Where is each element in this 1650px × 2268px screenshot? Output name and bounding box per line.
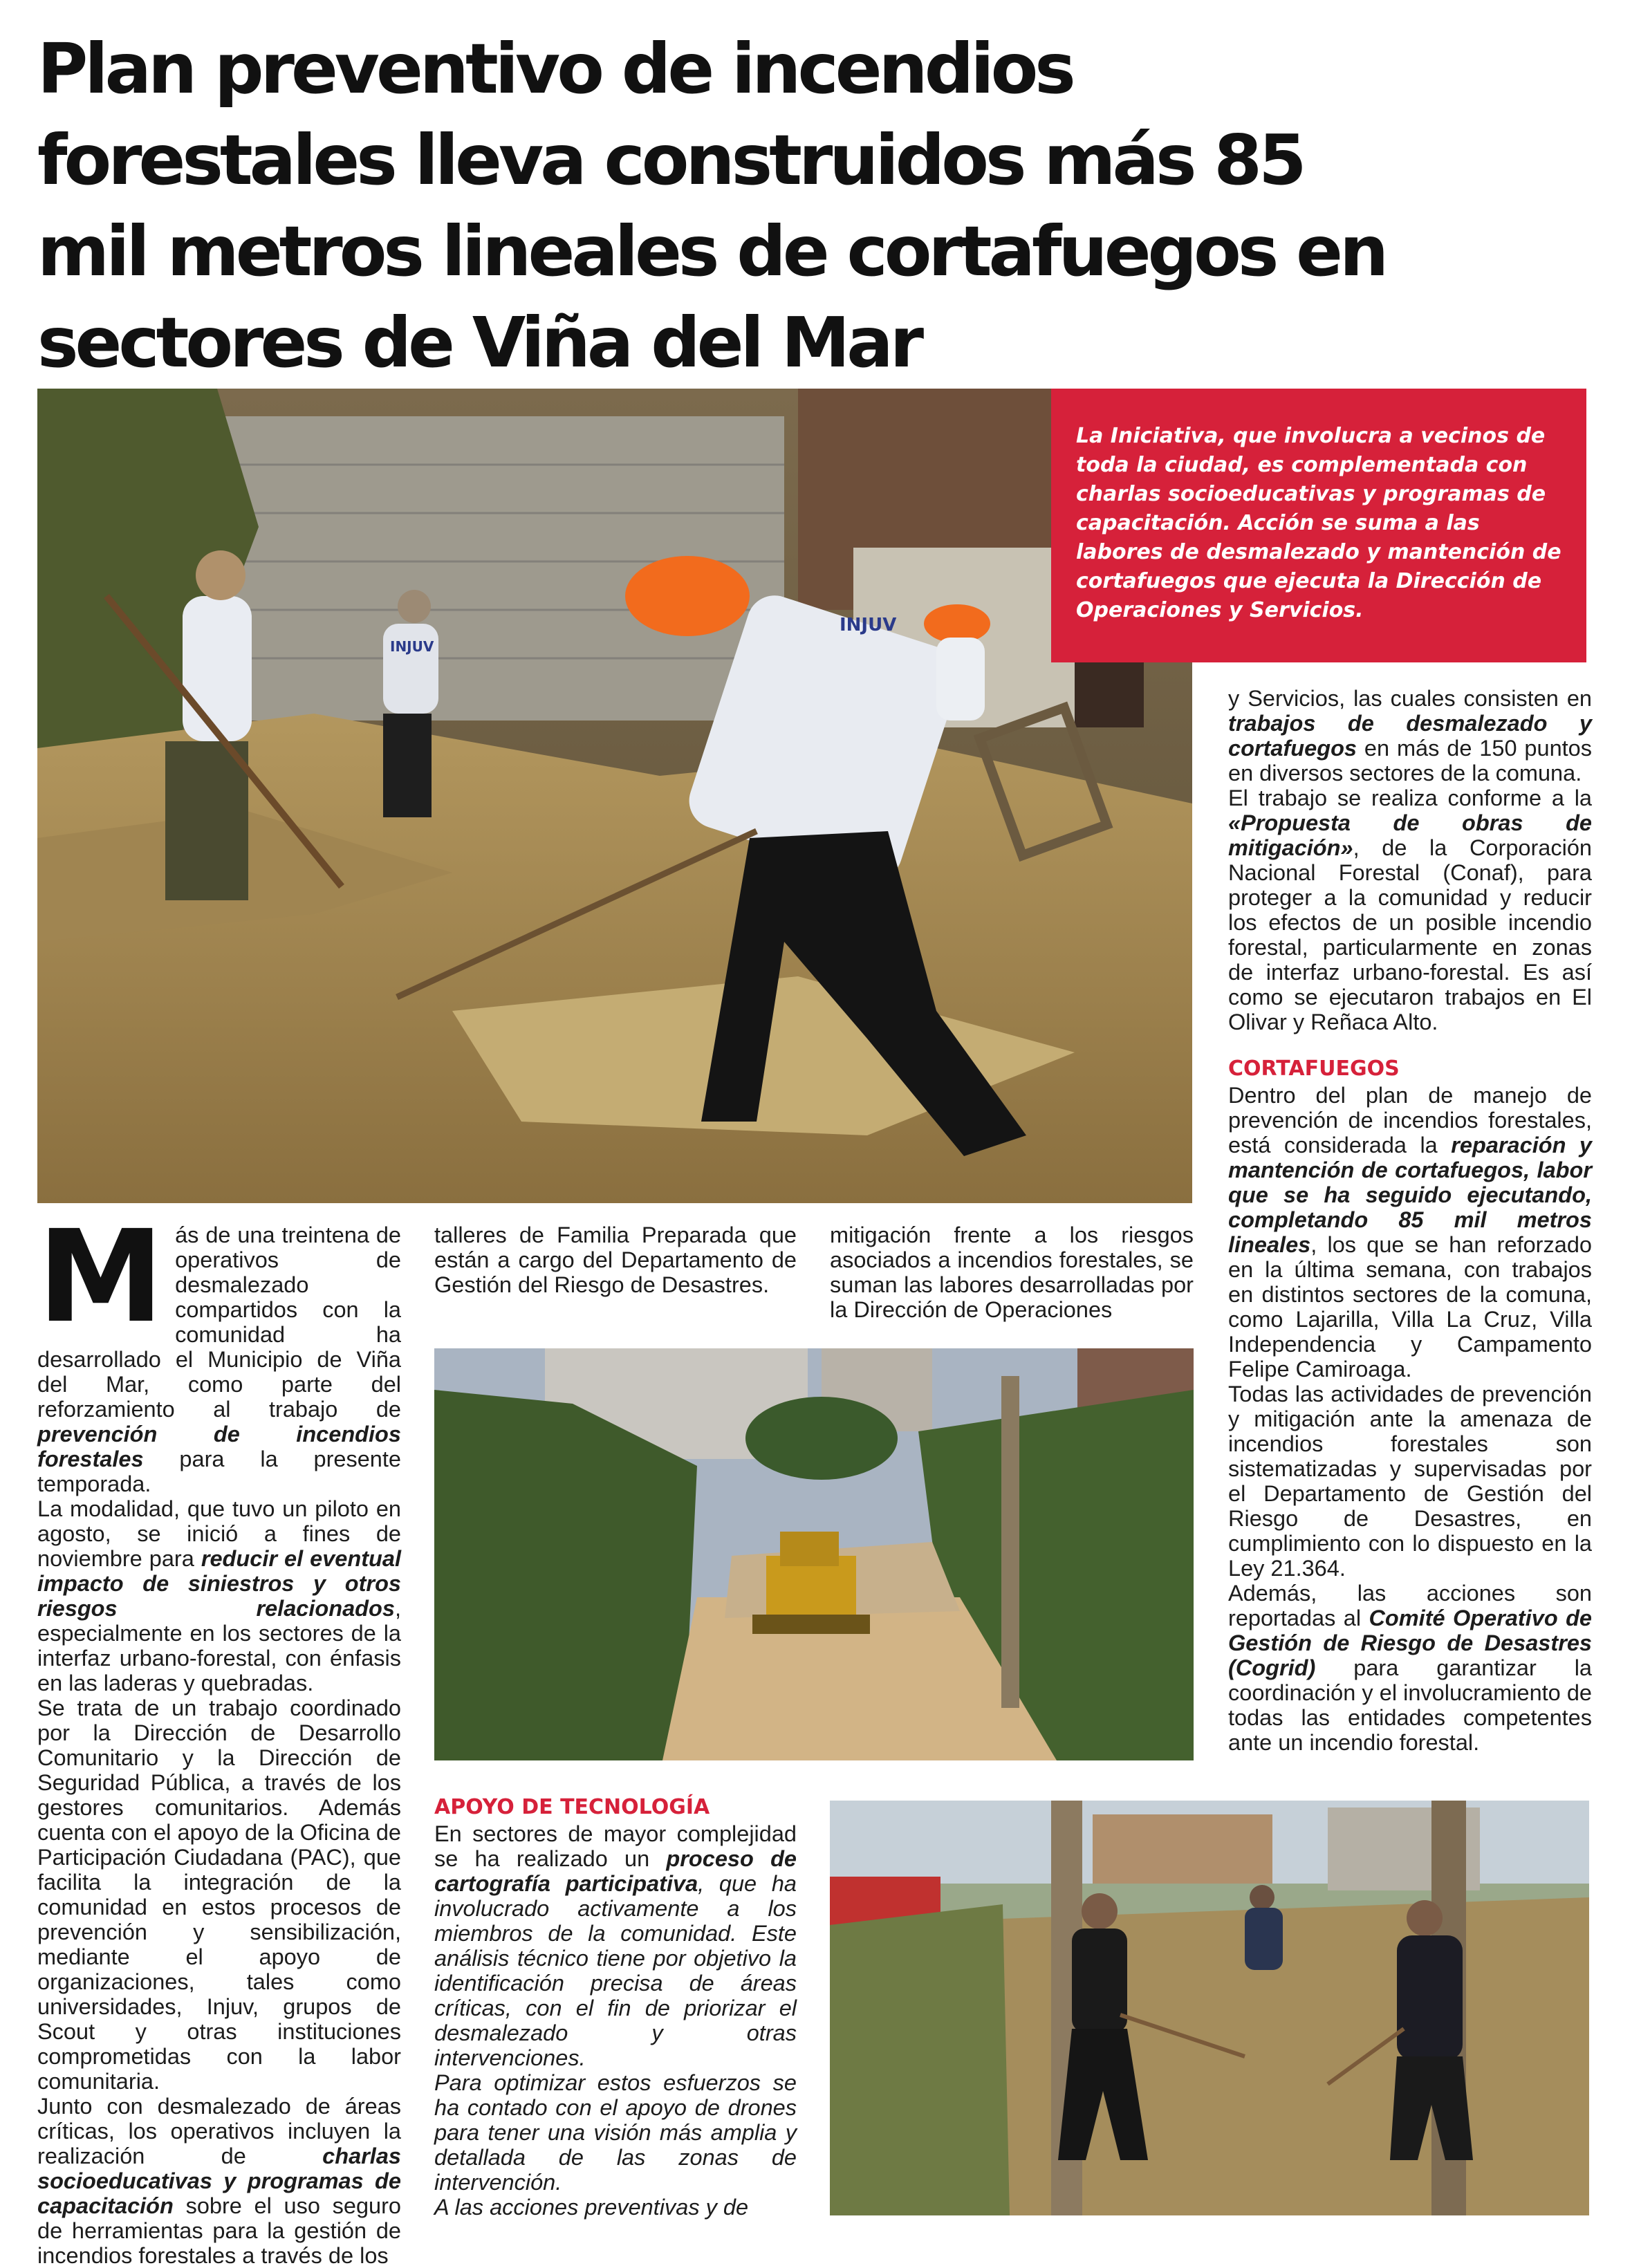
column-4-paragraph-1 — [1228, 686, 1592, 786]
vest-label-2: INJUV — [390, 638, 434, 655]
text-span: para la presente temporada. — [37, 1447, 401, 1496]
column-1-paragraph-1 — [37, 1203, 401, 1496]
column-2-bottom — [434, 1794, 797, 2220]
text-span: y Servicios, las cuales consisten en — [1228, 686, 1592, 711]
headline-line-3: mil metros lineales de cortafuegos en — [37, 211, 1386, 292]
text-span: , los que se han reforzado en la última semana, con trabajos en distintos sectores de la comuna, como Lajarilla, Villa La Cruz, Villa Independencia y Campamento Felipe Camiroaga. — [1228, 1232, 1592, 1382]
dropcap: M — [37, 1203, 165, 1351]
column-1 — [37, 1203, 401, 2268]
bold-span: reducir el eventual impacto de siniestros y otros riesgos relacionados — [37, 1546, 401, 1621]
vest-label: INJUV — [840, 615, 897, 635]
bold-span: reparación y mantención de cortafuegos, labor que se ha seguido ejecutando, completando 85 mil metros lineales — [1228, 1133, 1592, 1257]
column-3-top-text: mitigación frente a los riesgos asociados a incendios forestales, se suman las labores desarrolladas por la Dirección de Operaciones — [830, 1223, 1194, 1322]
column-2-top — [434, 1223, 797, 1297]
column-2-paragraph-1 — [434, 1821, 797, 2070]
column-1-paragraph-4 — [37, 2094, 401, 2268]
headline-line-1: Plan preventivo de incendios — [37, 28, 1073, 109]
column-1-paragraph-3: Se trata de un trabajo coordinado por la Dirección de Desarrollo Comunitario y la Dirección de Seguridad Pública, a través de los gestores comunitarios. Además cuenta con el apoyo de la Oficina de Participación Ciudadana (PAC), que facilita la integración de la comunidad en estos procesos de prevención y sensibilización, mediante el apoyo de organizaciones, tales como universidades, Injuv, grupos de Scout y otras instituciones comprometidas con la labor comunitaria. — [37, 1695, 401, 2094]
bulldozer-photo — [434, 1348, 1194, 1760]
bold-span: trabajos de desmalezado y cortafuegos — [1228, 711, 1592, 761]
bold-span: «Propuesta de obras de mitigación» — [1228, 810, 1592, 860]
column-4-paragraph-5 — [1228, 1581, 1592, 1755]
column-2-top-text: talleres de Familia Preparada que están a cargo del Departamento de Gestión del Riesgo de Desastres. — [434, 1223, 797, 1297]
text-span: Junto con desmalezado de áreas críticas, los operativos incluyen la realización de — [37, 2094, 401, 2168]
column-1-paragraph-2 — [37, 1496, 401, 1695]
text-span: El trabajo se realiza conforme a la — [1228, 786, 1592, 810]
subhead-cortafuegos: CORTAFUEGOS — [1228, 1057, 1400, 1081]
headline-line-2: forestales lleva construidos más 85 — [37, 120, 1304, 201]
headline — [37, 24, 1614, 389]
column-4-paragraph-2 — [1228, 786, 1592, 1034]
text-span: La modalidad, que tuvo un piloto en agosto, se inició a fines de noviembre para — [37, 1496, 401, 1571]
headline-line-4: sectores de Viña del Mar — [37, 302, 921, 383]
text-span: , especialmente en los sectores de la interfaz urbano-forestal, con énfasis en las laderas y quebradas. — [37, 1596, 401, 1695]
text-span: ás de una treintena de operativos de desmalezado compartidos con la comunidad ha desarrollado el Municipio de Viña del Mar, como parte del reforzamiento al trabajo de — [37, 1223, 401, 1422]
column-4-paragraph-3 — [1228, 1083, 1592, 1382]
bold-span: proceso de cartografía participativa — [434, 1846, 797, 1896]
bold-span: charlas socioeducativas y programas de capacitación — [37, 2144, 401, 2218]
subhead-apoyo-tecnologia: APOYO DE TECNOLOGÍA — [434, 1795, 710, 1819]
text-span: Además, las acciones son reportadas al — [1228, 1581, 1592, 1630]
column-3-top — [830, 1223, 1194, 1322]
text-span: En sectores de mayor complejidad se ha realizado un — [434, 1821, 797, 1871]
text-span: para garantizar la coordinación y el involucramiento de todas las entidades competentes ante un incendio forestal. — [1228, 1655, 1592, 1755]
text-span: en más de 150 puntos en diversos sectores de la comuna. — [1228, 736, 1592, 786]
community-photo — [830, 1801, 1589, 2215]
column-2-paragraph-3: A las acciones preventivas y de — [434, 2195, 749, 2220]
column-2-paragraph-2: Para optimizar estos esfuerzos se ha contado con el apoyo de drones para tener una visión más amplia y detallada de las zonas de intervención. — [434, 2070, 797, 2195]
bold-span: Comité Operativo de Gestión de Riesgo de Desastres (Cogrid) — [1228, 1606, 1593, 1680]
callout-box — [1051, 389, 1586, 662]
text-span: , que ha involucrado activamente a los miembros de la comunidad. Este análisis técnico tiene por objetivo la identificación precisa de áreas críticas, con el fin de priorizar el desmalezado y otras intervenciones. — [434, 1871, 797, 2070]
main-photo — [37, 389, 1192, 1203]
text-span: sobre el uso seguro de herramientas para la gestión de incendios forestales a través de los — [37, 2193, 401, 2268]
column-4 — [1228, 686, 1592, 1755]
column-4-paragraph-4: Todas las actividades de prevención y mitigación ante la amenaza de incendios forestales son sistematizadas y supervisadas por el Departamento de Gestión del Riesgo de Desastres, en cumplimiento con lo dispuesto en la Ley 21.364. — [1228, 1382, 1592, 1581]
text-span: , de la Corporación Nacional Forestal (Conaf), para proteger a la comunidad y reducir los efectos de un posible incendio forestal, particularmente en zonas de interfaz urbano-forestal. Es así como se ejecutaron trabajos en El Olivar y Reñaca Alto. — [1228, 835, 1592, 1034]
bold-span: prevención de incendios forestales — [37, 1422, 401, 1471]
callout-text: La Iniciativa, que involucra a vecinos de toda la ciudad, es complementada con charlas socioeducativas y programas de capacitación. Acción se suma a las labores de desmalezado y mantención de cortafuegos que ejecuta la Dirección de Operaciones y Servicios. — [1076, 424, 1561, 622]
text-span: Dentro del plan de manejo de prevención de incendios forestales, está considerada la — [1228, 1083, 1592, 1158]
